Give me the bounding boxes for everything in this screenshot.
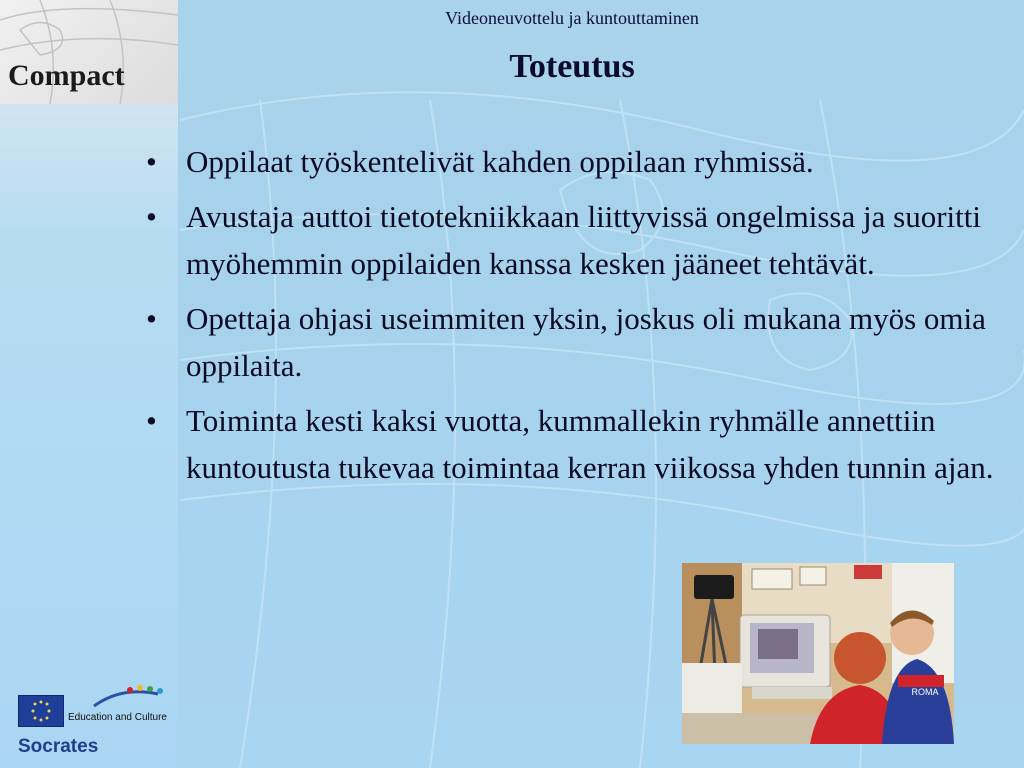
logo-area [0,0,178,104]
bullet-item [146,138,1016,185]
classroom-photo [682,563,954,744]
slide-title: Toteutus [509,48,635,85]
bullet-item [146,295,1016,389]
bullet-icon: • [146,199,157,234]
bullet-item [146,193,1016,287]
bullet-text: Oppilaat työskentelivät kahden oppilaan ryhmissä. [186,144,814,179]
socrates-label: Socrates [18,736,99,757]
bullet-icon: • [146,301,157,336]
jersey-text: ROMA [911,687,939,697]
eu-stars-icon [19,696,63,726]
eu-flag-icon [18,695,64,727]
bullet-icon: • [146,403,157,438]
bullet-text: Opettaja ohjasi useimmiten yksin, joskus oli mukana myös omia oppilaita. [186,301,986,383]
education-culture-label: Education and Culture [68,712,167,723]
bullet-item [146,397,1016,491]
bullet-list [146,138,1016,499]
education-culture-arc-icon [92,684,172,710]
bullet-icon: • [146,144,157,179]
compact-logo-text: Compact [8,59,125,92]
presentation-subtitle: Videoneuvottelu ja kuntouttaminen [445,8,699,28]
eu-socrates-footer [14,684,184,764]
classroom-photo-illustration [682,563,954,744]
bullet-text: Toiminta kesti kaksi vuotta, kummallekin ryhmälle annettiin kuntoutusta tukevaa toimintaa kerran viikossa yhden tunnin ajan. [186,403,994,485]
bullet-text: Avustaja auttoi tietotekniikkaan liittyvissä ongelmissa ja suoritti myöhemmin oppilaiden kanssa kesken jääneet tehtävät. [186,199,981,281]
compact-logo [8,56,125,96]
